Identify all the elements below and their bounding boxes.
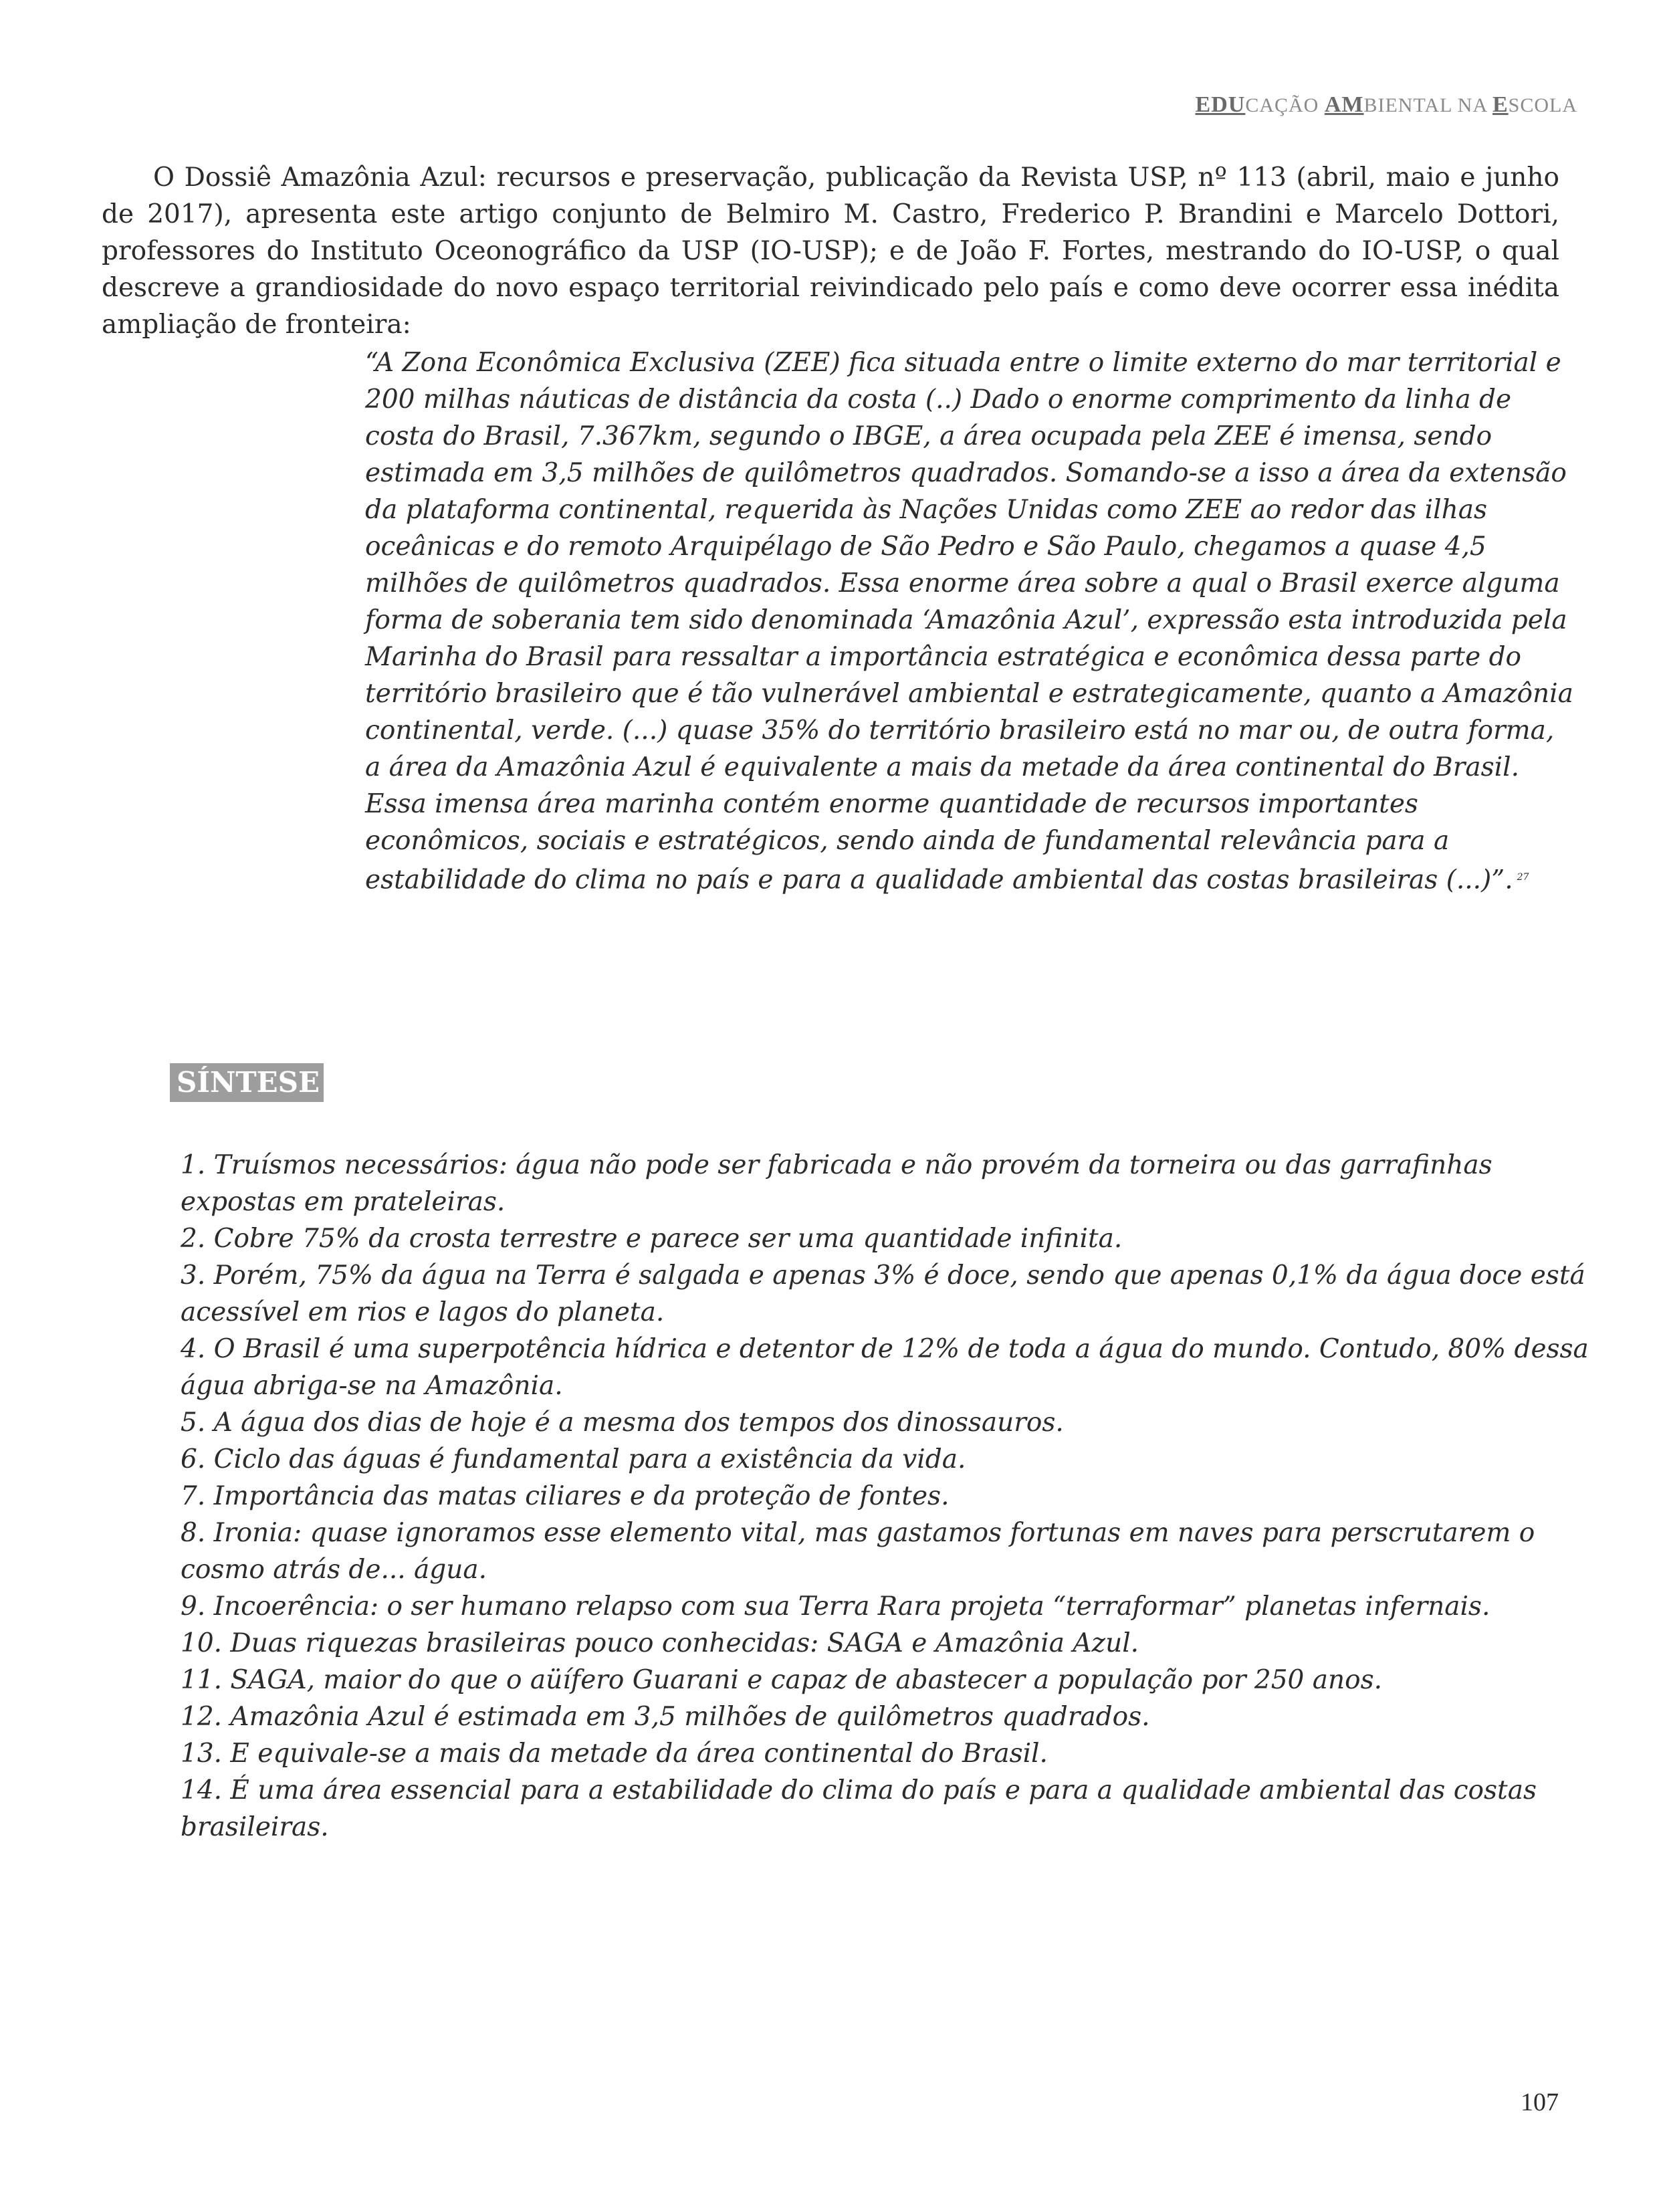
synthesis-item: 5. A água dos dias de hoje é a mesma dos tempos dos dinossauros. bbox=[181, 1408, 1064, 1438]
synthesis-item: 12. Amazônia Azul é estimada em 3,5 milhões de quilômetros quadrados. bbox=[181, 1702, 1150, 1732]
synthesis-item: 8. Ironia: quase ignoramos esse elemento vital, mas gastamos fortunas em naves para perscrutarem o cosmo atrás de... água. bbox=[181, 1518, 1535, 1585]
header-rest-1: CAÇÃO bbox=[1245, 94, 1325, 116]
synthesis-item: 6. Ciclo das águas é fundamental para a existência da vida. bbox=[181, 1444, 966, 1474]
synthesis-item: 13. E equivale-se a mais da metade da área continental do Brasil. bbox=[181, 1739, 1048, 1769]
header-cap-1: EDU bbox=[1195, 92, 1246, 117]
intro-paragraph: O Dossiê Amazônia Azul: recursos e preservação, publicação da Revista USP, nº 113 (abril, maio e junho de 2017), apresenta este artigo conjunto de Belmiro M. Castro, Frederico P. Brandini e Marcelo Dottori, professores do Instituto Oceonográfico da USP (IO-USP); e de João F. Fortes, mestrando do IO-USP, o qual descreve a grandiosidade do novo espaço territorial reivindicado pelo país e como deve ocorrer essa inédita ampliação de fronteira: bbox=[102, 162, 1559, 340]
synthesis-item: 9. Incoerência: o ser humano relapso com sua Terra Rara projeta “terraformar” planetas infernais. bbox=[181, 1591, 1490, 1622]
header-rest-3: SCOLA bbox=[1508, 94, 1577, 116]
footnote-marker: 27 bbox=[1517, 872, 1529, 883]
synthesis-item: 4. O Brasil é uma superpotência hídrica e detentor de 12% de toda a água do mundo. Contudo, 80% dessa água abriga-se na Amazônia. bbox=[181, 1334, 1589, 1401]
header-rest-2: BIENTAL NA bbox=[1363, 94, 1492, 116]
synthesis-title: SÍNTESE bbox=[170, 1063, 324, 1102]
header-cap-2: AM bbox=[1324, 92, 1364, 117]
synthesis-item: 10. Duas riquezas brasileiras pouco conhecidas: SAGA e Amazônia Azul. bbox=[181, 1628, 1139, 1658]
synthesis-item: 14. É uma área essencial para a estabilidade do clima do país e para a qualidade ambiental das costas brasileiras. bbox=[181, 1775, 1537, 1842]
running-header bbox=[1196, 92, 1577, 118]
header-cap-3: E bbox=[1492, 92, 1509, 117]
synthesis-item: 1. Truísmos necessários: água não pode ser fabricada e não provém da torneira ou das garrafinhas expostas em prateleiras. bbox=[181, 1150, 1492, 1217]
quote-text: “A Zona Econômica Exclusiva (ZEE) fica situada entre o limite externo do mar territorial e 200 milhas náuticas de distância da costa (..) Dado o enorme comprimento da linha de costa do Brasil, 7.367km, segundo o IBGE, a área ocupada pela ZEE é imensa, sendo estimada em 3,5 milhões de quilômetros quadrados. Somando-se a isso a área da extensão da plataforma continental, requerida às Nações Unidas como ZEE ao redor das ilhas oceânicas e do remoto Arquipélago de São Pedro e São Paulo, chegamos a quase 4,5 milhões de quilômetros quadrados. Essa enorme área sobre a qual o Brasil exerce alguma forma de soberania tem sido denominada ‘Amazônia Azul’, expressão esta introduzida pela Marinha do Brasil para ressaltar a importância estratégica e econômica dessa parte do território brasileiro que é tão vulnerável ambiental e estrategicamente, quanto a Amazônia continental, verde. (...) quase 35% do território brasileiro está no mar ou, de outra forma, a área da Amazônia Azul é equivalente a mais da metade da área continental do Brasil. Essa imensa área marinha contém enorme quantidade de recursos importantes econômicos, sociais e estratégicos, sendo ainda de fundamental relevância para a estabilidade do clima no país e para a qualidade ambiental das costas brasileiras (...)”. bbox=[365, 348, 1573, 895]
block-quote bbox=[365, 344, 1575, 899]
synthesis-item: 7. Importância das matas ciliares e da proteção de fontes. bbox=[181, 1481, 950, 1511]
page-number: 107 bbox=[1521, 2088, 1559, 2116]
synthesis-item: 2. Cobre 75% da crosta terrestre e parece ser uma quantidade infinita. bbox=[181, 1224, 1123, 1254]
synthesis-list bbox=[181, 1147, 1591, 1846]
synthesis-item: 11. SAGA, maior do que o aüífero Guarani e capaz de abastecer a população por 250 anos. bbox=[181, 1665, 1383, 1695]
synthesis-item: 3. Porém, 75% da água na Terra é salgada e apenas 3% é doce, sendo que apenas 0,1% da água doce está acessível em rios e lagos do planeta. bbox=[181, 1260, 1585, 1327]
